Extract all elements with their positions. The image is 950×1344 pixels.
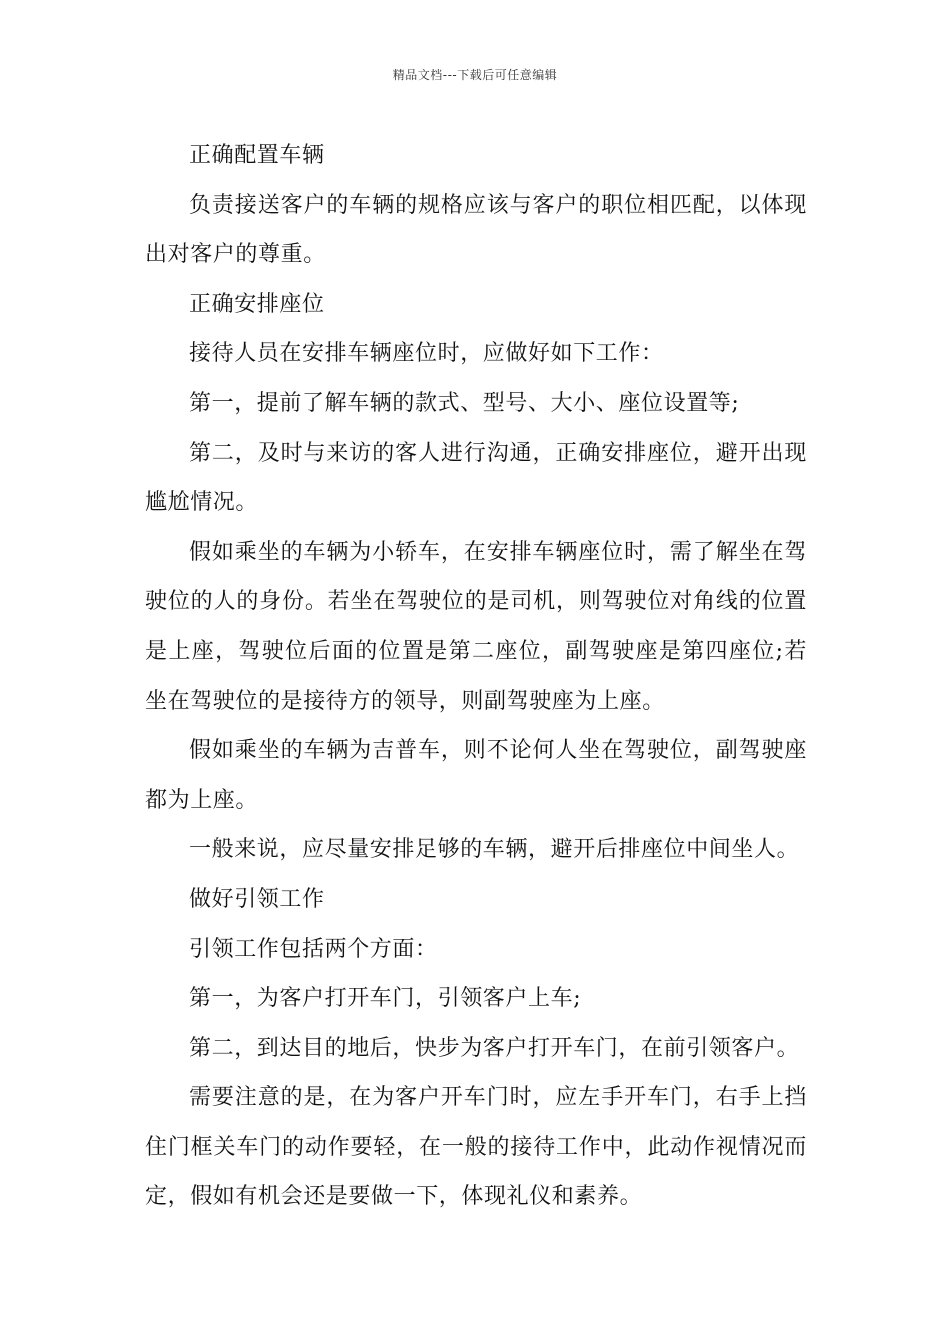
section-heading-seat-arrangement: 正确安排座位 — [189, 291, 325, 317]
section-heading-guidance: 做好引领工作 — [189, 886, 325, 912]
paragraph: 第一，为客户打开车门，引领客户上车; — [189, 986, 582, 1012]
paragraph: 引领工作包括两个方面： — [189, 936, 438, 962]
paragraph: 负责接送客户的车辆的规格应该与客户的职位相匹配，以体现出对客户的尊重。 — [145, 192, 807, 268]
paragraph: 假如乘坐的车辆为吉普车，则不论何人坐在驾驶位，副驾驶座都为上座。 — [145, 738, 807, 813]
section-heading-vehicle-config: 正确配置车辆 — [189, 143, 325, 168]
paragraph: 需要注意的是，在为客户开车门时，应左手开车门，右手上挡住门框关车门的动作要轻，在一般的接待工作中，此动作视情况而定，假如有机会还是要做一下，体现礼仪和素养。 — [145, 1085, 807, 1210]
paragraph: 假如乘坐的车辆为小轿车，在安排车辆座位时，需了解坐在驾驶位的人的身份。若坐在驾驶位的是司机，则驾驶位对角线的位置是上座，驾驶位后面的位置是第二座位，副驾驶座是第四座位;若坐在驾驶位的是接待方的领导，则副驾驶座为上座。 — [145, 539, 807, 714]
document-body — [145, 131, 807, 1222]
paragraph: 接待人员在安排车辆座位时，应做好如下工作： — [189, 341, 664, 367]
page-header: 精品文档---下载后可任意编辑 — [392, 68, 558, 82]
paragraph: 一般来说，应尽量安排足够的车辆，避开后排座位中间坐人。 — [189, 837, 800, 863]
paragraph: 第二，及时与来访的客人进行沟通，正确安排座位，避开出现尴尬情况。 — [145, 440, 807, 516]
paragraph: 第二，到达目的地后，快步为客户打开车门，在前引领客户。 — [189, 1035, 800, 1061]
paragraph: 第一，提前了解车辆的款式、型号、大小、座位设置等; — [189, 390, 740, 416]
